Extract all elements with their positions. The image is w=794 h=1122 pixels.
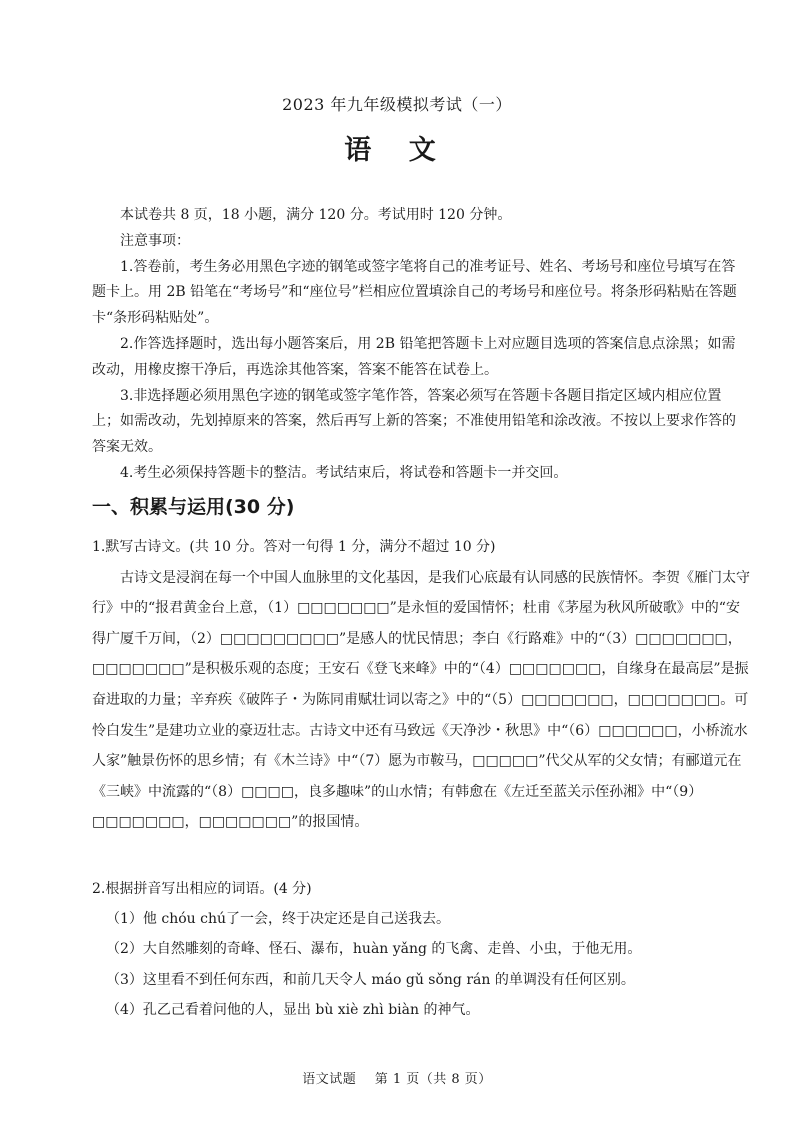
question-2-prompt: 2.根据拼音写出相应的词语。(4 分) (92, 881, 312, 897)
subject-title: 语 文 (344, 135, 450, 166)
notice-item-1: 1.答卷前，考生务必用黑色字迹的钢笔或签字笔将自己的准考证号、姓名、考场号和座位号填写在答题卡上。用 2B 铅笔在“考场号”和“座位号”栏相应位置填涂自己的考场号和座位号。将条形码粘贴在答题卡“条形码粘贴处”。 (92, 258, 737, 327)
notice-heading: 注意事项： (120, 232, 190, 249)
notice-item-2: 2.作答选择题时，选出每小题答案后，用 2B 铅笔把答题卡上对应题目选项的答案信息点涂黑；如需改动，用橡皮擦干净后，再选涂其他答案，答案不能答在试卷上。 (92, 335, 736, 378)
exam-title: 2023 年九年级模拟考试（一） (282, 95, 512, 114)
page-footer: 语文试题 第 1 页（共 8 页） (302, 1072, 492, 1087)
question-2-item: （2）大自然雕刻的奇峰、怪石、瀑布，huàn yǎng 的飞禽、走兽、小虫，于他无用。 (106, 941, 642, 958)
exam-intro: 本试卷共 8 页，18 小题，满分 120 分。考试用时 120 分钟。 (120, 207, 512, 223)
question-1-passage: 古诗文是浸润在每一个中国人血脉里的文化基因，是我们心底最有认同感的民族情怀。李贺《雁门太守行》中的“报君黄金台上意，（1）□□□□□□□”是永恒的爱国情怀；杜甫《茅屋为秋风所破歌》中的“安得广厦千万间，（2）□□□□□□□□□”是感人的忧民情思；李白《行路难》中的“（3）□□□□□□□，□□□□□□□”是积极乐观的态度；王安石《登飞来峰》中的“（4）□□□□□□□，自缘身在最高层”是振奋进取的力量；辛弃疾《破阵子・为陈同甫赋壮词以寄之》中的“（5）□□□□□□□，□□□□□□□。可怜白发生”是建功立业的豪迈壮志。古诗文中还有马致远《天净沙・秋思》中“（6）□□□□□□，小桥流水人家”触景伤怀的思乡情；有《木兰诗》中“（7）愿为市鞍马，□□□□□”代父从军的父女情；有郦道元在《三峡》中流露的“（8）□□□□，良多趣味”的山水情；有韩愈在《左迁至蓝关示侄孙湘》中“（9）□□□□□□□，□□□□□□□”的报国情。 (92, 569, 750, 831)
notice-item-3: 3.非选择题必须用黑色字迹的钢笔或签字笔作答，答案必须写在答题卡各题目指定区域内相应位置上；如需改动，先划掉原来的答案，然后再写上新的答案；不准使用铅笔和涂改液。不按以上要求作答的答案无效。 (92, 387, 736, 456)
question-1 (92, 532, 752, 838)
question-2-item: （3）这里看不到任何东西，和前几天令人 máo gǔ sǒng rán 的单调没有任何区别。 (106, 971, 635, 988)
question-2-item: （1）他 chóu chú了一会，终于决定还是自己送我去。 (106, 911, 450, 928)
question-1-prompt: 1.默写古诗文。(共 10 分。答对一句得 1 分，满分不超过 10 分) (92, 539, 496, 555)
section-heading: 一、积累与运用(30 分) (92, 496, 295, 518)
exam-instructions (92, 203, 742, 487)
notice-item-4: 4.考生必须保持答题卡的整洁。考试结束后，将试卷和答题卡一并交回。 (120, 464, 568, 481)
question-2-item: （4）孔乙己看着问他的人，显出 bù xiè zhì biàn 的神气。 (106, 1001, 480, 1018)
question-2 (92, 874, 742, 1025)
